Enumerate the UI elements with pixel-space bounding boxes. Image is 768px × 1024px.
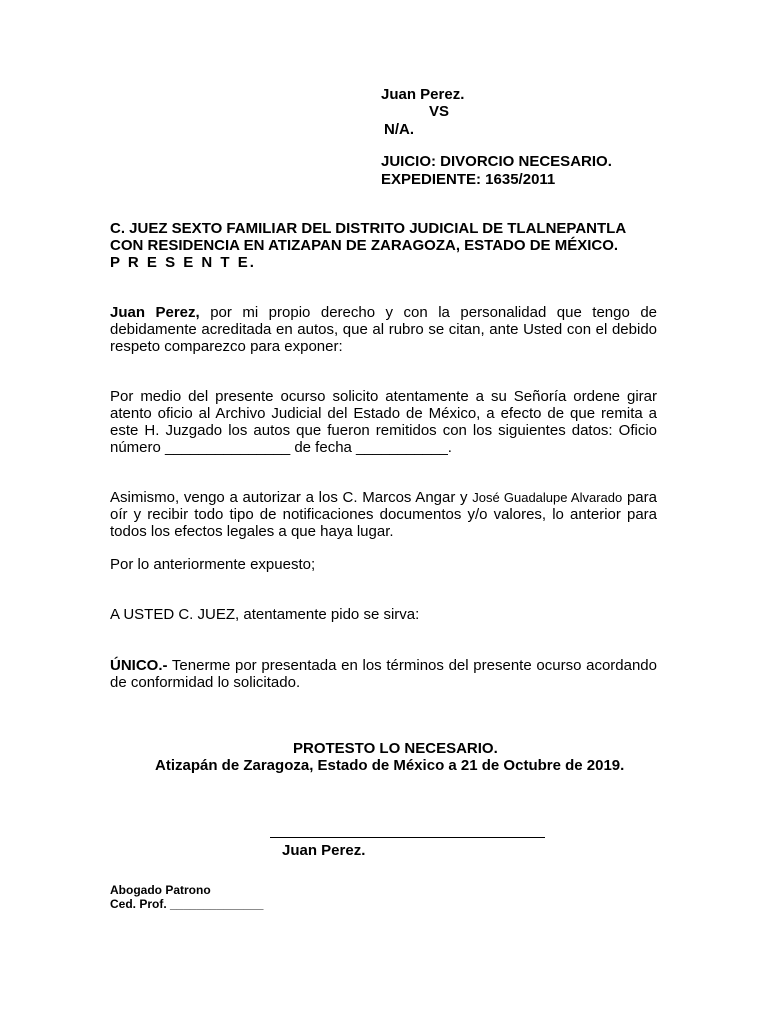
- addressee-line-1: C. JUEZ SEXTO FAMILIAR DEL DISTRITO JUDICIAL DE TLALNEPANTLA: [110, 220, 627, 237]
- paragraph-petition: A USTED C. JUEZ, atentamente pido se sirva:: [110, 606, 420, 623]
- paragraph-unico: [110, 657, 657, 691]
- paragraph-authorization: [110, 489, 657, 540]
- expediente-line: EXPEDIENTE: 1635/2011: [381, 171, 556, 188]
- versus-label: VS: [429, 103, 450, 120]
- paragraph-intro: [110, 304, 657, 355]
- defendant-name: N/A.: [384, 121, 414, 138]
- addressee-line-2: CON RESIDENCIA EN ATIZAPAN DE ZARAGOZA, ESTADO DE MÉXICO.: [110, 237, 619, 254]
- unico-label: ÚNICO.-: [110, 657, 168, 674]
- intro-name: Juan Perez,: [110, 304, 200, 321]
- paragraph-expuesto: Por lo anteriormente expuesto;: [110, 556, 316, 573]
- paragraph-request: Por medio del presente ocurso solicito atentamente a su Señoría ordene girar atento oficio al Archivo Judicial del Estado de México, a efecto de que remita a este H. Juzgado los autos que fueron remitidos con los siguientes datos: Oficio número _______________ de fecha ___________.: [110, 388, 657, 456]
- lawyer-role: Abogado Patrono: [110, 883, 211, 897]
- intro-text: por mi propio derecho y con la personalidad que tengo de debidamente acreditada en autos, que al rubro se citan, ante Usted con el debido respeto comparezco para exponer:: [110, 304, 657, 355]
- signature-line: [270, 837, 545, 838]
- signer-name: Juan Perez.: [282, 842, 366, 859]
- juicio-line: JUICIO: DIVORCIO NECESARIO.: [381, 153, 612, 170]
- protesto-line: PROTESTO LO NECESARIO.: [293, 740, 498, 757]
- authorization-text-b: para oír y recibir todo tipo de notificaciones documentos y/o valores, lo anterior para todos los efectos legales a que haya lugar.: [110, 489, 657, 540]
- unico-text: Tenerme por presentada en los términos del presente ocurso acordando de conformidad lo solicitado.: [110, 657, 657, 691]
- professional-id-line: Ced. Prof. ______________: [110, 897, 264, 911]
- place-date-line: Atizapán de Zaragoza, Estado de México a 21 de Octubre de 2019.: [155, 757, 625, 774]
- plaintiff-name: Juan Perez.: [381, 86, 465, 103]
- presente-line: P R E S E N T E.: [110, 254, 256, 271]
- authorized-person-name: José Guadalupe Alvarado: [472, 490, 623, 505]
- authorization-text-a: Asimismo, vengo a autorizar a los C. Marcos Angar y: [110, 489, 473, 506]
